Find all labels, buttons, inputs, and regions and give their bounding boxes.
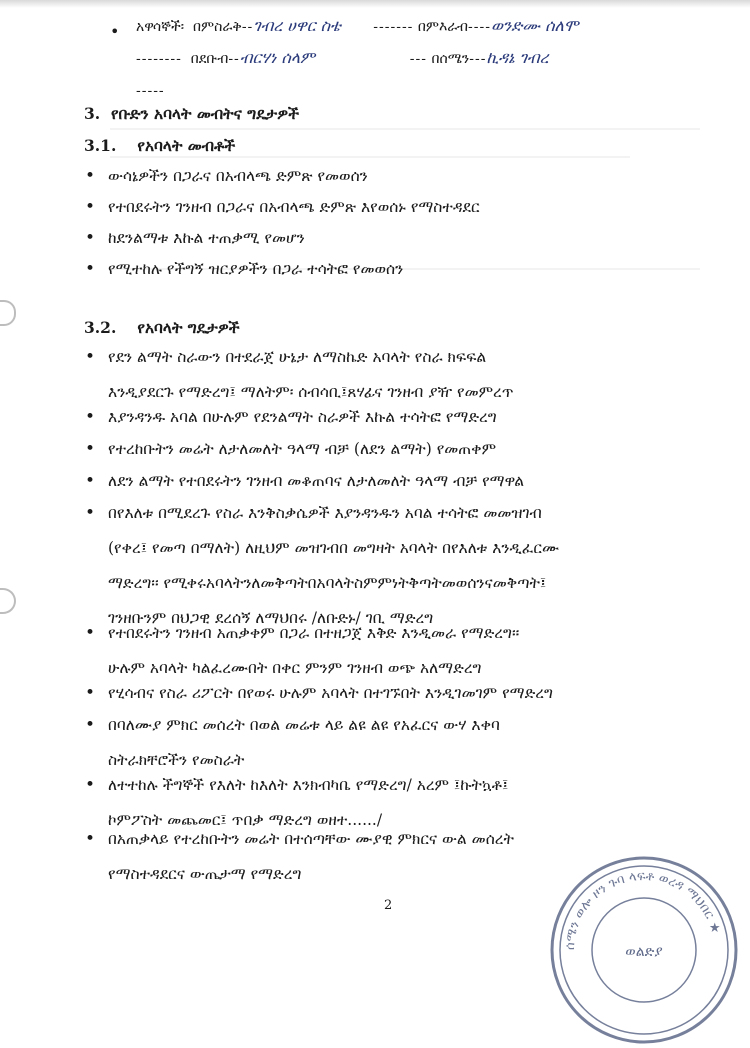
boundary-line-1: አዋሳኞች፡ በምስራቅ--ገብረ ሀዋር ስቴ ------- በምእራብ----ወንድሙ ሰለሞ	[136, 18, 611, 34]
north-label: በሰሜን	[431, 51, 470, 67]
dash-short: -----	[136, 83, 165, 99]
boundary-line-2: -------- በደቡብ--ብርሃነ ሰላም --- በሰሜን---ኪዳኔ ገብረ	[136, 50, 656, 66]
list-item: • በባለሙያ ምክር መሰረት በወል መሬቱ ላይ ልዩ ልዩ የአፈርና ውሃ እቀባ ስትራክቸሮችን የመስራት	[108, 708, 708, 778]
page-number: 2	[384, 898, 393, 913]
south-signature: ብርሃነ ሰላም	[239, 48, 315, 67]
bullet: •	[110, 22, 120, 41]
section-3-2-heading: 3.2. የአባላት ግዴታዎች	[84, 318, 240, 337]
list-item: • ከደንልማቱ እኩል ተጠቃሚ የመሆን	[108, 221, 708, 256]
list-item: • ለተተከሉ ችግኞች የእለት ከእለት እንክብካቤ የማድረግ/ አረም ፤ኩትኳቶ፤ ኮምፖስት መጨመር፤ ጥበቃ ማድረግ ወዘተ....../	[108, 768, 708, 838]
list-item: • በየእለቱ በሚደረጉ የስራ እንቅስቃሴዎች እያንዳንዱን አባል ተሳትፎ መመዝገብ (የቀረ፤ የመጣ በማለት) ለዚህም መዝገብበ መግዛት አባላት በየእለቱ እንዲፈርሙ ማድረግ፡፡ የሚቀሩአባላትንለመቅጣትበአባላትስምምነትቅጣትመወሰንናመቅጣት፤ ገንዘቡንም በህጋዊ ደረሰኝ ለማህበሩ /ለቡድኑ/ ገቢ ማድረግ	[108, 496, 708, 636]
east-label: በምስራቅ	[193, 19, 242, 35]
list-item: • ውሳኔዎችን በጋራና በአብላጫ ድምጽ የመወሰን	[108, 159, 708, 194]
svg-text:ሰሜን ወሎ ዞን ጉባ ላፍቶ ወረዳ ማህበር ★	[563, 869, 723, 950]
north-signature: ኪዳኔ ገብረ	[486, 48, 549, 67]
boundary-line-3	[136, 84, 165, 98]
stamp-outer-text: ሰሜን ወሎ ዞን ጉባ ላፍቶ ወረዳ ማህበር ★	[562, 868, 724, 951]
list-item: • በአጠቃላይ የተረከቡትን መሬት በተሰጣቸው ሙያዊ ምክርና ውል መሰረት የማስተዳደርና ውጤታማ የማድረግ	[108, 822, 708, 892]
south-label: በደቡብ	[190, 51, 229, 67]
section-3-heading: 3. የቡድን አባላት መብትና ግዴታዎች	[84, 104, 300, 123]
list-item: • የተበደሩትን ገንዘብ በጋራና በአብላጫ ድምጽ እየወሰኑ የማስተዳደር	[108, 190, 708, 225]
list-item: • የተበደሩትን ገንዘብ አጠቃቀም በጋራ በተዘጋጀ እቅድ እንዲመራ የማድረግ፡፡ ሁሉም አባላት ካልፈረሙበት በቀር ምንም ገንዘብ ወጭ አለማድረግ	[108, 616, 708, 686]
list-item: • እያንዳንዱ አባል በሁሉም የደንልማት ስራዎች እኩል ተሳትፎ የማድረግ	[108, 400, 708, 435]
west-signature: ወንድሙ ሰለሞ	[490, 16, 579, 35]
list-item: • የሂሳብና የስራ ሪፖርት በየወሩ ሁሉም አባላት በተገኙበት እንዲገመገም የማድረግ	[108, 676, 708, 711]
boundary-label: አዋሳኞች፡	[136, 19, 185, 35]
list-item: • የተረከቡትን መሬት ለታለመለት ዓላማ ብቻ (ለደን ልማት) የመጠቀም	[108, 432, 708, 467]
list-item: • የደን ልማት ስራውን በተደራጀ ሁኔታ ለማስኬድ አባላት የስራ ክፍፍል እንዲያደርጉ የማድረግ፤ ማለትም፡ ሰብሳቢ፤ጸሃፊና ገንዘብ ያዥ የመምረጥ	[108, 340, 708, 410]
stamp-inner-text: ወልድያ	[625, 944, 663, 960]
east-signature: ገብረ ሀዋር ስቴ	[253, 16, 341, 35]
list-item: • ለደን ልማት የተበደሩትን ገንዘብ መቆጠባና ለታለመለት ዓላማ ብቻ የማዋል	[108, 464, 708, 499]
list-item: • የሚተከሉ የችግኝ ዝርያዎችን በጋራ ተሳትፎ የመወሰን	[108, 252, 708, 287]
dash-line: --------	[136, 51, 182, 67]
west-label: በምእራብ	[417, 19, 469, 35]
punch-hole-bottom	[0, 588, 16, 614]
official-stamp	[546, 852, 742, 1048]
punch-hole-top	[0, 300, 16, 326]
section-3-1-heading: 3.1. የአባላት መብቶች	[84, 136, 236, 155]
